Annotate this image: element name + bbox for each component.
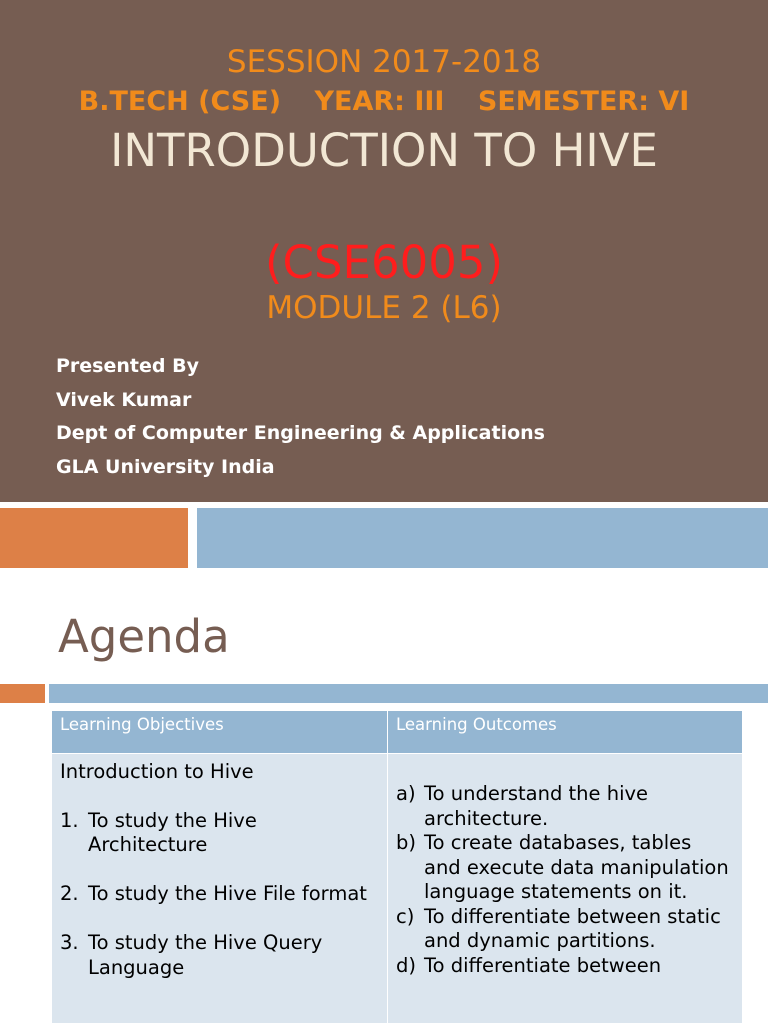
list-marker: 1. (60, 808, 79, 832)
program-degree: B.TECH (CSE) (78, 86, 282, 117)
list-item-text: To differentiate between (424, 953, 662, 977)
list-marker: c) (396, 904, 415, 928)
header-learning-outcomes: Learning Outcomes (388, 711, 743, 754)
list-marker: a) (396, 782, 416, 805)
agenda-table (51, 710, 743, 1024)
presenter-name: Vivek Kumar (56, 388, 192, 411)
list-item (396, 905, 734, 954)
list-item (60, 809, 379, 858)
course-code: (CSE6005) (264, 236, 504, 289)
list-item (396, 782, 734, 831)
accent-bar-blue (197, 508, 768, 568)
list-item (396, 954, 734, 979)
title-slide (0, 0, 768, 502)
list-marker: 3. (60, 931, 79, 954)
table-row (52, 754, 743, 1024)
agenda-title: Agenda (58, 610, 230, 663)
header-learning-objectives: Learning Objectives (52, 711, 388, 754)
list-item-text: To differentiate between static and dynamic partitions. (424, 904, 721, 952)
presenter-block (56, 350, 545, 484)
presenter-university: GLA University India (56, 455, 275, 478)
accent-bar-orange (0, 508, 188, 568)
outcomes-list (396, 782, 734, 978)
presenter-heading: Presented By (56, 355, 199, 377)
slide-title: INTRODUCTION TO HIVE (110, 124, 658, 177)
program-semester: SEMESTER: VI (477, 86, 690, 117)
objectives-cell (52, 754, 388, 1024)
list-item (396, 831, 734, 905)
agenda-bar-orange (0, 684, 45, 703)
list-item-text: To understand the hive architecture. (424, 782, 649, 830)
list-marker: d) (396, 953, 416, 977)
presenter-dept: Dept of Computer Engineering & Applications (56, 422, 545, 444)
list-item-text: To study the Hive Architecture (88, 808, 257, 856)
list-item-text: To study the Hive Query Language (88, 931, 323, 979)
program-year: YEAR: III (314, 86, 445, 117)
objectives-intro: Introduction to Hive (60, 760, 254, 783)
list-marker: b) (396, 831, 416, 854)
outcomes-cell (388, 754, 743, 1024)
objectives-list (60, 809, 379, 981)
table-header-row (52, 711, 743, 754)
program-line (0, 86, 768, 117)
agenda-bar-blue (49, 684, 768, 703)
list-item (60, 931, 379, 980)
list-item-text: To create databases, tables and execute data manipulation language statements on it. (424, 831, 729, 903)
module-label: MODULE 2 (L6) (266, 290, 502, 326)
list-marker: 2. (60, 882, 79, 905)
list-item (60, 882, 379, 907)
session-label: SESSION 2017-2018 (226, 44, 542, 80)
list-item-text: To study the Hive File format (88, 882, 367, 905)
